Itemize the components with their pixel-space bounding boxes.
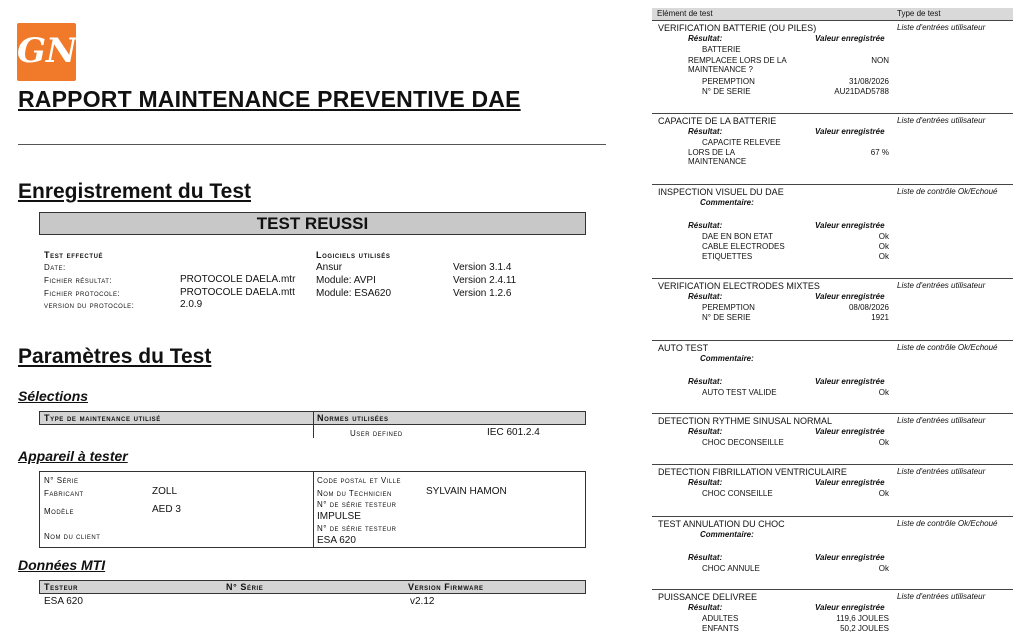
item-value: Ok bbox=[878, 438, 889, 447]
logiciel-name-2: Module: ESA620 bbox=[316, 288, 392, 299]
item-label: ENFANTS bbox=[702, 624, 739, 633]
logiciel-version-0: Version 3.1.4 bbox=[453, 262, 512, 273]
item-label: PEREMPTION bbox=[702, 77, 755, 86]
section-title: VERIFICATION ELECTRODES MIXTES bbox=[658, 281, 820, 291]
mti-col-serie: N° Série bbox=[226, 582, 264, 592]
value-label: Valeur enregistrée bbox=[815, 377, 885, 386]
item-label: CABLE ELECTRODES bbox=[702, 242, 785, 251]
col-element-header: Elément de test bbox=[657, 9, 713, 18]
section-auto-test bbox=[652, 340, 1013, 413]
fichier-resultat-value: PROTOCOLE DAELA.mtr bbox=[180, 274, 296, 285]
result-label: Résultat: bbox=[688, 377, 723, 386]
version-protocole-value: 2.0.9 bbox=[180, 299, 203, 310]
result-label: Résultat: bbox=[688, 221, 723, 230]
section-detection-fibrillation bbox=[652, 464, 1013, 516]
section-type: Liste d'entrées utilisateur bbox=[897, 281, 986, 290]
logiciel-name-1: Module: AVPI bbox=[316, 275, 376, 286]
section-type: Liste de contrôle Ok/Echoué bbox=[897, 187, 998, 196]
item-label: ETIQUETTES bbox=[702, 252, 753, 261]
result-label: Résultat: bbox=[688, 478, 723, 487]
section-verification-batterie bbox=[652, 20, 1013, 113]
item-value: NON bbox=[871, 56, 889, 65]
section-title: INSPECTION VISUEL DU DAE bbox=[658, 187, 784, 197]
section-title: DETECTION FIBRILLATION VENTRICULAIRE bbox=[658, 467, 847, 477]
code-postal-label: Code postal et Ville bbox=[317, 476, 402, 485]
mti-col-firmware: Version Firmware bbox=[408, 582, 484, 592]
selections-divider bbox=[313, 411, 314, 438]
value-label: Valeur enregistrée bbox=[815, 127, 885, 136]
test-status-banner: TEST REUSSI bbox=[39, 212, 586, 235]
company-logo bbox=[17, 23, 76, 81]
norme-value: IEC 601.2.4 bbox=[487, 427, 540, 438]
item-label: PEREMPTION bbox=[702, 303, 755, 312]
section-title: TEST ANNULATION DU CHOC bbox=[658, 519, 785, 529]
serie-testeur-value-1: IMPULSE bbox=[317, 511, 361, 522]
item-value: Ok bbox=[878, 252, 889, 261]
section-title: DETECTION RYTHME SINUSAL NORMAL bbox=[658, 416, 833, 426]
item-value: 119,6 JOULES bbox=[836, 614, 889, 623]
section-annulation-choc bbox=[652, 516, 1013, 589]
section-type: Liste de contrôle Ok/Echoué bbox=[897, 519, 998, 528]
report-title: RAPPORT MAINTENANCE PREVENTIVE DAE bbox=[18, 86, 521, 112]
serie-testeur-label-1: N° de série testeur bbox=[317, 500, 397, 509]
item-value: AU21DAD5788 bbox=[834, 87, 889, 96]
selections-heading: Sélections bbox=[18, 388, 89, 404]
item-value: Ok bbox=[878, 564, 889, 573]
serie-testeur-value-2: ESA 620 bbox=[317, 535, 356, 546]
item-label: N° DE SERIE bbox=[702, 313, 751, 322]
section-type: Liste d'entrées utilisateur bbox=[897, 467, 986, 476]
modele-label: Modèle bbox=[44, 507, 75, 516]
value-label: Valeur enregistrée bbox=[815, 427, 885, 436]
item-label: CAPACITE RELEVEE bbox=[702, 138, 781, 147]
comment-label: Commentaire: bbox=[700, 354, 754, 363]
mti-heading: Données MTI bbox=[18, 557, 106, 573]
result-label: Résultat: bbox=[688, 292, 723, 301]
result-label: Résultat: bbox=[688, 127, 723, 136]
item-label: BATTERIE bbox=[702, 45, 741, 54]
section-capacite-batterie bbox=[652, 113, 1013, 184]
date-label: Date: bbox=[44, 263, 66, 272]
section-title: VERIFICATION BATTERIE (OU PILES) bbox=[658, 23, 817, 33]
item-value: 50,2 JOULES bbox=[840, 624, 889, 633]
fichier-protocole-value: PROTOCOLE DAELA.mtt bbox=[180, 287, 295, 298]
result-label: Résultat: bbox=[688, 603, 723, 612]
section-type: Liste d'entrées utilisateur bbox=[897, 416, 986, 425]
logiciel-version-2: Version 1.2.6 bbox=[453, 288, 512, 299]
section-heading-parametres: Paramètres du Test bbox=[18, 345, 212, 368]
value-label: Valeur enregistrée bbox=[815, 478, 885, 487]
user-defined-label: User defined bbox=[350, 429, 403, 438]
version-protocole-label: version du protocole: bbox=[44, 301, 135, 310]
result-label: Résultat: bbox=[688, 34, 723, 43]
comment-label: Commentaire: bbox=[700, 198, 754, 207]
item-label: CHOC ANNULE bbox=[702, 564, 760, 573]
section-title: AUTO TEST bbox=[658, 343, 709, 353]
technicien-value: SYLVAIN HAMON bbox=[426, 486, 507, 497]
section-type: Liste d'entrées utilisateur bbox=[897, 592, 986, 601]
result-label: Résultat: bbox=[688, 553, 723, 562]
item-value: Ok bbox=[878, 242, 889, 251]
item-label: AUTO TEST VALIDE bbox=[702, 388, 777, 397]
section-title: CAPACITE DE LA BATTERIE bbox=[658, 116, 777, 126]
item-label: ADULTES bbox=[702, 614, 739, 623]
fichier-protocole-label: Fichier protocole: bbox=[44, 289, 121, 298]
type-maintenance-label: Type de maintenance utilisé bbox=[44, 413, 161, 423]
logiciel-version-1: Version 2.4.11 bbox=[453, 275, 517, 286]
section-heading-enregistrement: Enregistrement du Test bbox=[18, 180, 251, 203]
logiciel-name-0: Ansur bbox=[316, 262, 343, 273]
section-inspection-visuel bbox=[652, 184, 1013, 277]
appareil-divider bbox=[313, 471, 314, 548]
fichier-resultat-label: Fichier résultat: bbox=[44, 276, 113, 285]
technicien-label: Nom du Technicien bbox=[317, 489, 392, 498]
section-type: Liste d'entrées utilisateur bbox=[897, 23, 986, 32]
client-label: Nom du client bbox=[44, 532, 101, 541]
section-type: Liste d'entrées utilisateur bbox=[897, 116, 986, 125]
comment-label: Commentaire: bbox=[700, 530, 754, 539]
col-type-header: Type de test bbox=[897, 9, 941, 18]
normes-label: Normes utilisées bbox=[317, 413, 389, 423]
item-value: Ok bbox=[878, 489, 889, 498]
fabricant-value: ZOLL bbox=[152, 486, 178, 497]
item-value: Ok bbox=[878, 232, 889, 241]
item-value: 1921 bbox=[871, 313, 889, 322]
mti-col-testeur: Testeur bbox=[44, 582, 79, 592]
serie-label: N° Série bbox=[44, 476, 79, 485]
serie-testeur-label-2: N° de série testeur bbox=[317, 524, 397, 533]
fabricant-label: Fabricant bbox=[44, 489, 84, 498]
item-value: 31/08/2026 bbox=[848, 77, 889, 86]
item-value: Ok bbox=[878, 388, 889, 397]
item-label: LORS DE LA MAINTENANCE bbox=[688, 148, 747, 166]
modele-value: AED 3 bbox=[152, 504, 181, 515]
item-label: N° DE SERIE bbox=[702, 87, 751, 96]
logo-letters: GN bbox=[17, 31, 78, 71]
section-type: Liste de contrôle Ok/Echoué bbox=[897, 343, 998, 352]
item-label: REMPLACEE LORS DE LA MAINTENANCE ? bbox=[688, 56, 787, 74]
value-label: Valeur enregistrée bbox=[815, 603, 885, 612]
test-effectue-label: Test effectué bbox=[44, 250, 104, 260]
mti-testeur-value: ESA 620 bbox=[44, 596, 83, 607]
item-label: CHOC DECONSEILLE bbox=[702, 438, 784, 447]
item-label: DAE EN BON ETAT bbox=[702, 232, 773, 241]
right-table-header bbox=[652, 8, 1013, 20]
item-label: CHOC CONSEILLE bbox=[702, 489, 773, 498]
mti-firmware-value: v2.12 bbox=[410, 596, 435, 607]
section-verification-electrodes bbox=[652, 278, 1013, 340]
result-label: Résultat: bbox=[688, 427, 723, 436]
section-puissance-delivree bbox=[652, 589, 1013, 638]
value-label: Valeur enregistrée bbox=[815, 221, 885, 230]
appareil-heading: Appareil à tester bbox=[18, 448, 128, 464]
mti-header-bar bbox=[39, 580, 586, 594]
value-label: Valeur enregistrée bbox=[815, 553, 885, 562]
value-label: Valeur enregistrée bbox=[815, 34, 885, 43]
item-value: 08/08/2026 bbox=[848, 303, 889, 312]
section-title: PUISSANCE DELIVREE bbox=[658, 592, 758, 602]
title-divider bbox=[18, 144, 606, 145]
value-label: Valeur enregistrée bbox=[815, 292, 885, 301]
section-detection-rythme bbox=[652, 413, 1013, 464]
item-value: 67 % bbox=[870, 148, 889, 157]
logiciels-label: Logiciels utilisés bbox=[316, 250, 391, 260]
